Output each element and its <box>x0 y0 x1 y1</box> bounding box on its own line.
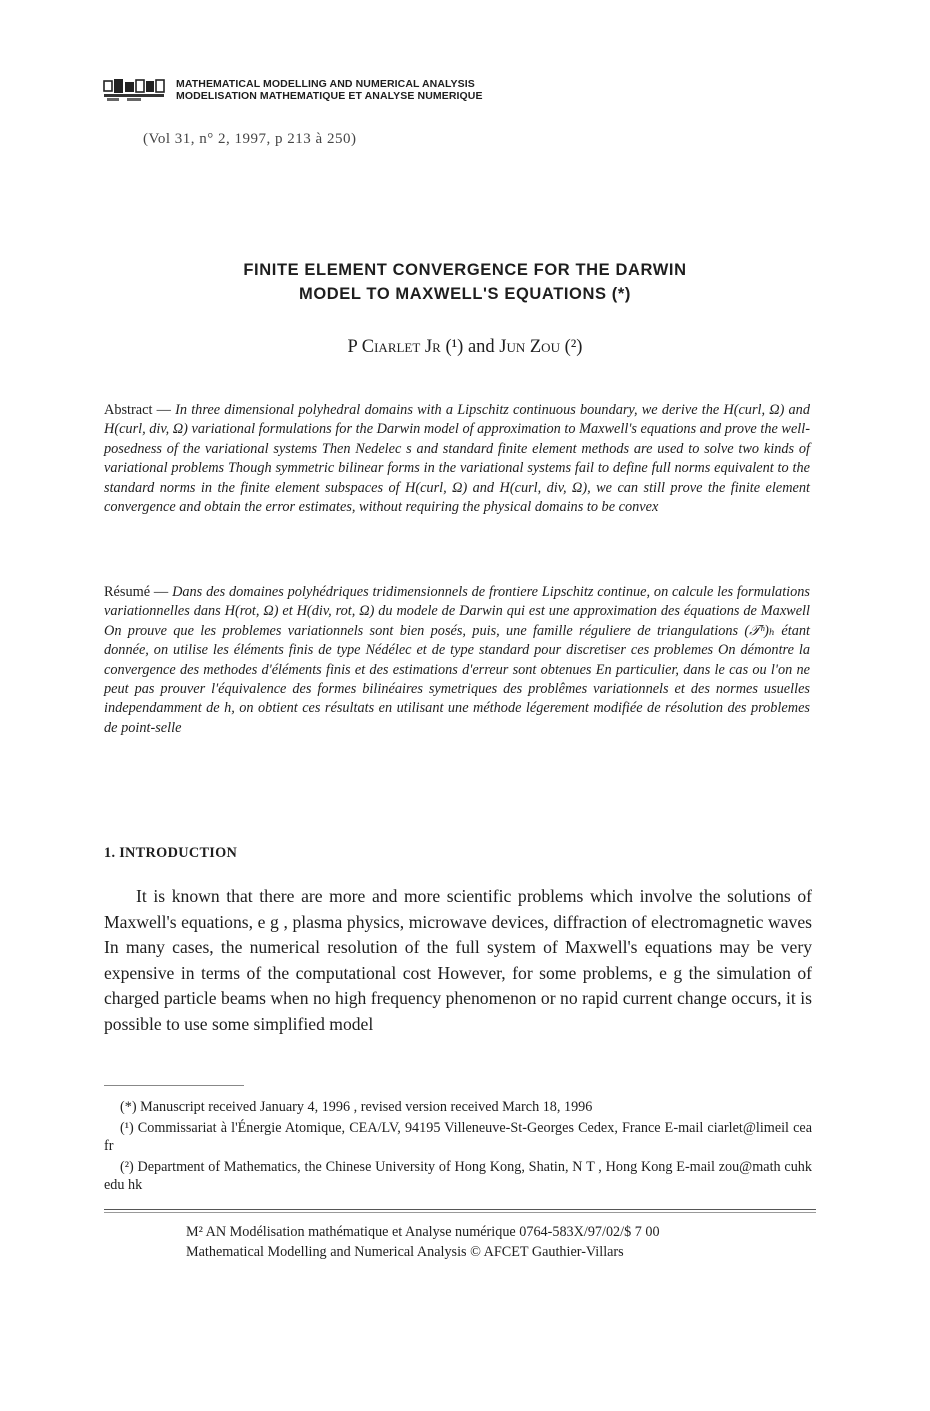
resume-text: Dans des domaines polyhédriques tridimensionnels de frontiere Lipschitz continue, on calcule les formulations variationnelles dans H(rot, Ω) et H(div, rot, Ω) du modele de Darwin qui est une approximation des équations de Maxwell On prouve que les problemes variationnels sont bien posés, puis, une famille réguliere de triangulations (𝒯ʰ)ₕ étant donnée, on utilise les éléments finis de type Nédélec et de type standard pour discretiser ces problemes On démontre la convergence des methodes d'éléments finis et des estimations d'erreur sont obtenues En particulier, dans le cas ou l'on ne peut pas prouver l'équivalence des formes bilinéaires symetriques des problêmes variationnels et des normes usuelles independamment de h, on obtient ces résultats en utilisant une méthode légerement modifiée de résolution des problemes de point-selle <box>104 584 810 736</box>
footnotes <box>104 1098 812 1197</box>
journal-footer-line2: Mathematical Modelling and Numerical Analysis © AFCET Gauthier-Villars <box>186 1244 624 1260</box>
introduction-paragraph: It is known that there are more and more scientific problems which involve the solutions of Maxwell's equations, e g , plasma physics, microwave devices, diffraction of electromagnetic waves In many cases, the numerical resolution of the full system of Maxwell's equations may be very expensive in terms of the computational cost However, for some problems, e g the simulation of charged particle beams when no high frequency phenomenon or no rapid current change occurs, it is possible to use some simplified model <box>104 886 812 1034</box>
journal-logo-icon <box>103 78 165 102</box>
author-name-1: P Ciarlet Jr <box>347 337 441 357</box>
footnote-affiliation-2: (²) Department of Mathematics, the Chinese University of Hong Kong, Shatin, N T , Hong Kong E-mail zou@math cuhk edu hk <box>104 1158 812 1193</box>
paper-title-line1: FINITE ELEMENT CONVERGENCE FOR THE DARWIN <box>243 261 687 279</box>
volume-info: (Vol 31, n° 2, 1997, p 213 à 250) <box>143 131 357 147</box>
journal-name-line1: MATHEMATICAL MODELLING AND NUMERICAL ANALYSIS <box>176 78 475 90</box>
journal-name-line2: MODELISATION MATHEMATIQUE ET ANALYSE NUMERIQUE <box>176 90 483 102</box>
resume <box>104 583 810 738</box>
abstract-label: Abstract — <box>104 402 171 418</box>
paper-title <box>0 258 930 306</box>
paper-title-line2: MODEL TO MAXWELL'S EQUATIONS (*) <box>298 285 632 303</box>
author-mark-2: (²) <box>564 337 583 357</box>
resume-label: Résumé — <box>104 584 169 600</box>
author-mark-1: (¹) <box>445 337 464 357</box>
footnote-affiliation-1: (¹) Commissariat à l'Énergie Atomique, CEA/LV, 94195 Villeneuve-St-Georges Cedex, France E-mail ciarlet@limeil cea fr <box>104 1119 812 1154</box>
author-list <box>0 337 930 358</box>
author-name-2: Jun Zou <box>499 337 560 357</box>
journal-name <box>176 78 483 102</box>
journal-footer <box>186 1222 818 1262</box>
abstract <box>104 401 810 517</box>
journal-footer-line1: M² AN Modélisation mathématique et Analyse numérique 0764-583X/97/02/$ 7 00 <box>186 1224 660 1240</box>
bottom-divider-secondary <box>104 1212 816 1213</box>
footnote-divider <box>104 1085 244 1086</box>
section-heading: 1. INTRODUCTION <box>104 845 238 861</box>
author-separator: and <box>467 337 495 357</box>
abstract-text: In three dimensional polyhedral domains with a Lipschitz continuous boundary, we derive the H(curl, Ω) and H(curl, div, Ω) variational formulations for the Darwin model of approximation to Maxwell's equations and prove the well-posedness of the variational systems Then Nedelec s and standard finite element methods are used to solve two kinds of variational problems Though symmetric bilinear forms in the variational systems fail to define full norms equivalent to the standard norms in the finite element subspaces of H(curl, Ω) and H(curl, div, Ω), we can still prove the finite element convergence and obtain the error estimates, without requiring the physical domains to be convex <box>104 402 810 516</box>
bottom-divider <box>104 1209 816 1210</box>
footnote-manuscript: (*) Manuscript received January 4, 1996 , revised version received March 18, 1996 <box>120 1099 593 1115</box>
